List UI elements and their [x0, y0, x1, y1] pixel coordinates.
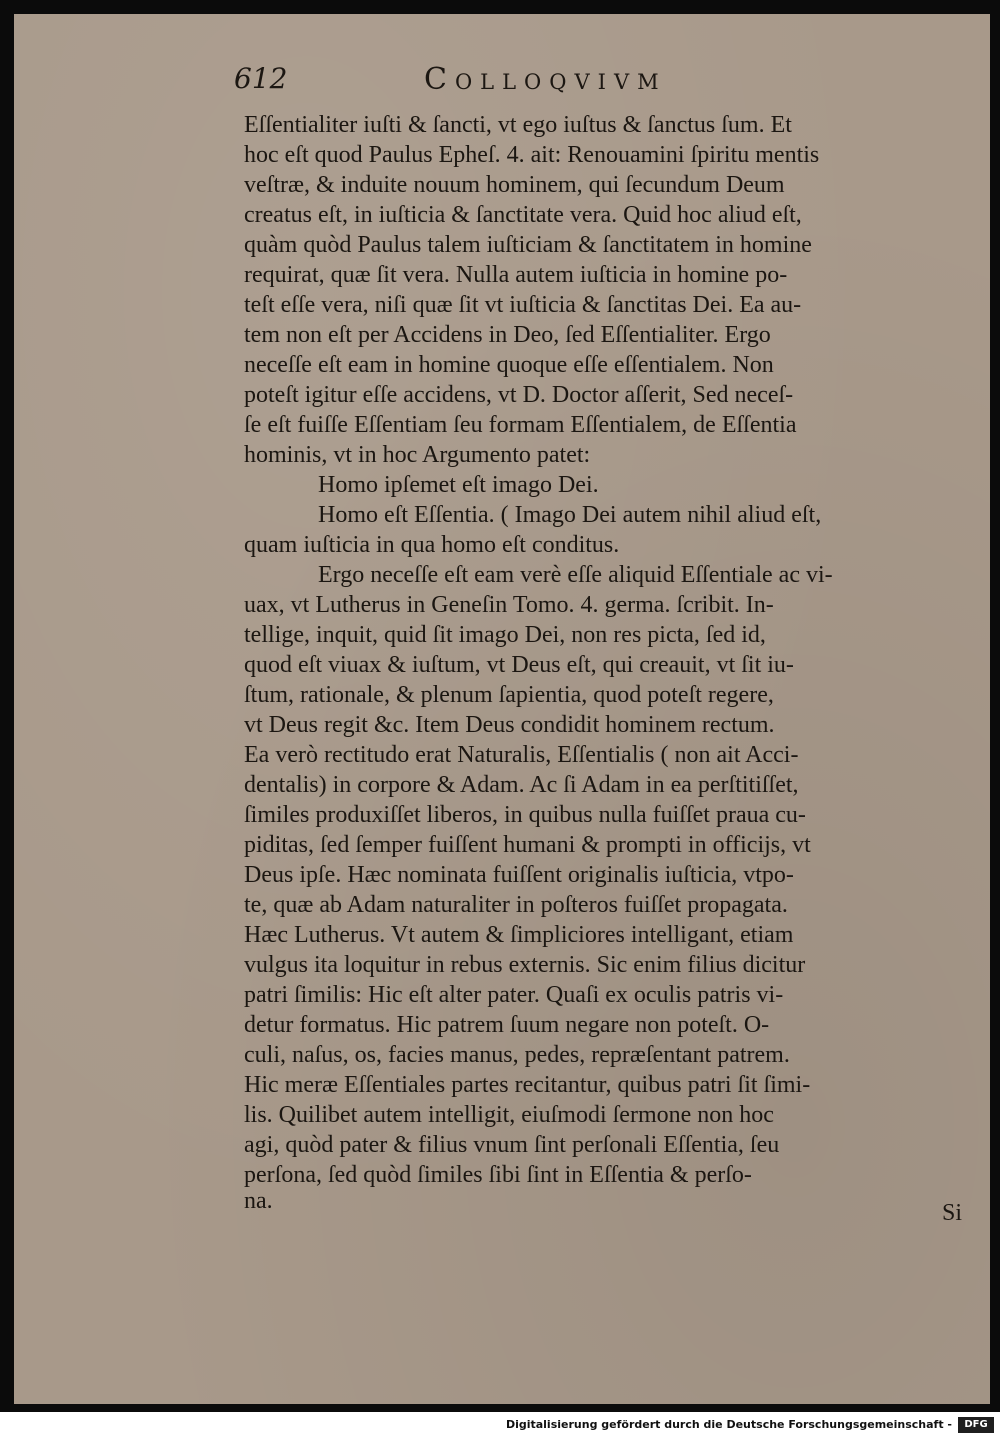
text-line: teſt eſſe vera, niſi quæ ſit vt iuſticia & ſanctitas Dei. Ea au-: [244, 292, 802, 318]
text-line: veſtræ, & induite nouum hominem, qui ſecundum Deum: [244, 172, 785, 198]
last-line-fragment: na.: [244, 1188, 273, 1214]
text-line: uax, vt Lutherus in Geneſin Tomo. 4. germa. ſcribit. In-: [244, 592, 774, 618]
text-line: culi, naſus, os, facies manus, pedes, repræſentant patrem.: [244, 1042, 790, 1068]
text-line: ſtum, rationale, & plenum ſapientia, quod poteſt regere,: [244, 682, 774, 708]
text-line: lis. Quilibet autem intelligit, eiuſmodi ſermone non hoc: [244, 1102, 774, 1128]
text-line: poteſt igitur eſſe accidens, vt D. Doctor aſſerit, Sed neceſ-: [244, 382, 794, 408]
text-line: Ea verò rectitudo erat Naturalis, Eſſentialis ( non ait Acci-: [244, 742, 799, 768]
text-line: ſimiles produxiſſet liberos, in quibus nulla fuiſſet praua cu-: [244, 802, 806, 828]
text-line: detur formatus. Hic patrem ſuum negare non poteſt. O-: [244, 1012, 770, 1038]
text-line: quàm quòd Paulus talem iuſticiam & ſanctitatem in homine: [244, 232, 812, 258]
text-line: perſona, ſed quòd ſimiles ſibi ſint in Eſſentia & perſo-: [244, 1162, 752, 1188]
text-line: Ergo neceſſe eſt eam verè eſſe aliquid Eſſentiale ac vi-: [318, 562, 833, 588]
text-line: Eſſentialiter iuſti & ſancti, vt ego iuſtus & ſanctus ſum. Et: [244, 112, 792, 138]
credit-text: Digitalisierung gefördert durch die Deutsche Forschungsgemeinschaft -: [505, 1418, 952, 1431]
text-line: Hic meræ Eſſentiales partes recitantur, quibus patri ſit ſimi-: [244, 1072, 811, 1098]
text-line: Homo ipſemet eſt imago Dei.: [318, 472, 599, 498]
page-header: [234, 62, 794, 106]
text-line: creatus eſt, in iuſticia & ſanctitate vera. Quid hoc aliud eſt,: [244, 202, 802, 228]
text-line: tem non eſt per Accidens in Deo, ſed Eſſentialiter. Ergo: [244, 322, 771, 348]
text-line: vt Deus regit &c. Item Deus condidit hominem rectum.: [244, 712, 775, 738]
text-line: vulgus ita loquitur in rebus externis. Sic enim filius dicitur: [244, 952, 806, 978]
text-line: Hæc Lutherus. Vt autem & ſimpliciores intelligant, etiam: [244, 922, 794, 948]
text-line: requirat, quæ ſit vera. Nulla autem iuſticia in homine po-: [244, 262, 788, 288]
text-line: quam iuſticia in qua homo eſt conditus.: [244, 532, 620, 558]
text-line: patri ſimilis: Hic eſt alter pater. Quaſi ex oculis patris vi-: [244, 982, 784, 1008]
text-line: agi, quòd pater & filius vnum ſint perſonali Eſſentia, ſeu: [244, 1132, 780, 1158]
text-line: neceſſe eſt eam in homine quoque eſſe eſſentialem. Non: [244, 352, 774, 378]
credit-bar: [0, 1412, 1000, 1440]
text-line: piditas, ſed ſemper fuiſſent humani & prompti in officijs, vt: [244, 832, 811, 858]
text-line: tellige, inquit, quid ſit imago Dei, non res picta, ſed id,: [244, 622, 766, 648]
text-line: hoc eſt quod Paulus Epheſ. 4. ait: Renouamini ſpiritu mentis: [244, 142, 820, 168]
text-line: ſe eſt fuiſſe Eſſentiam ſeu formam Eſſentialem, de Eſſentia: [244, 412, 797, 438]
running-head: Colloqvivm: [424, 62, 667, 97]
text-line: te, quæ ab Adam naturaliter in poſteros fuiſſet propagata.: [244, 892, 788, 918]
page-number: 612: [234, 62, 288, 95]
book-page: [14, 14, 990, 1404]
text-line: dentalis) in corpore & Adam. Ac ſi Adam in ea perſtitiſſet,: [244, 772, 799, 798]
catchword: Si: [942, 1200, 963, 1226]
text-line: hominis, vt in hoc Argumento patet:: [244, 442, 591, 468]
text-line: quod eſt viuax & iuſtum, vt Deus eſt, qui creauit, vt ſit iu-: [244, 652, 794, 678]
body-text: [244, 110, 960, 1190]
text-line: Deus ipſe. Hæc nominata fuiſſent originalis iuſticia, vtpo-: [244, 862, 794, 888]
dfg-logo-icon: DFG: [958, 1417, 994, 1433]
text-line: Homo eſt Eſſentia. ( Imago Dei autem nihil aliud eſt,: [318, 502, 822, 528]
